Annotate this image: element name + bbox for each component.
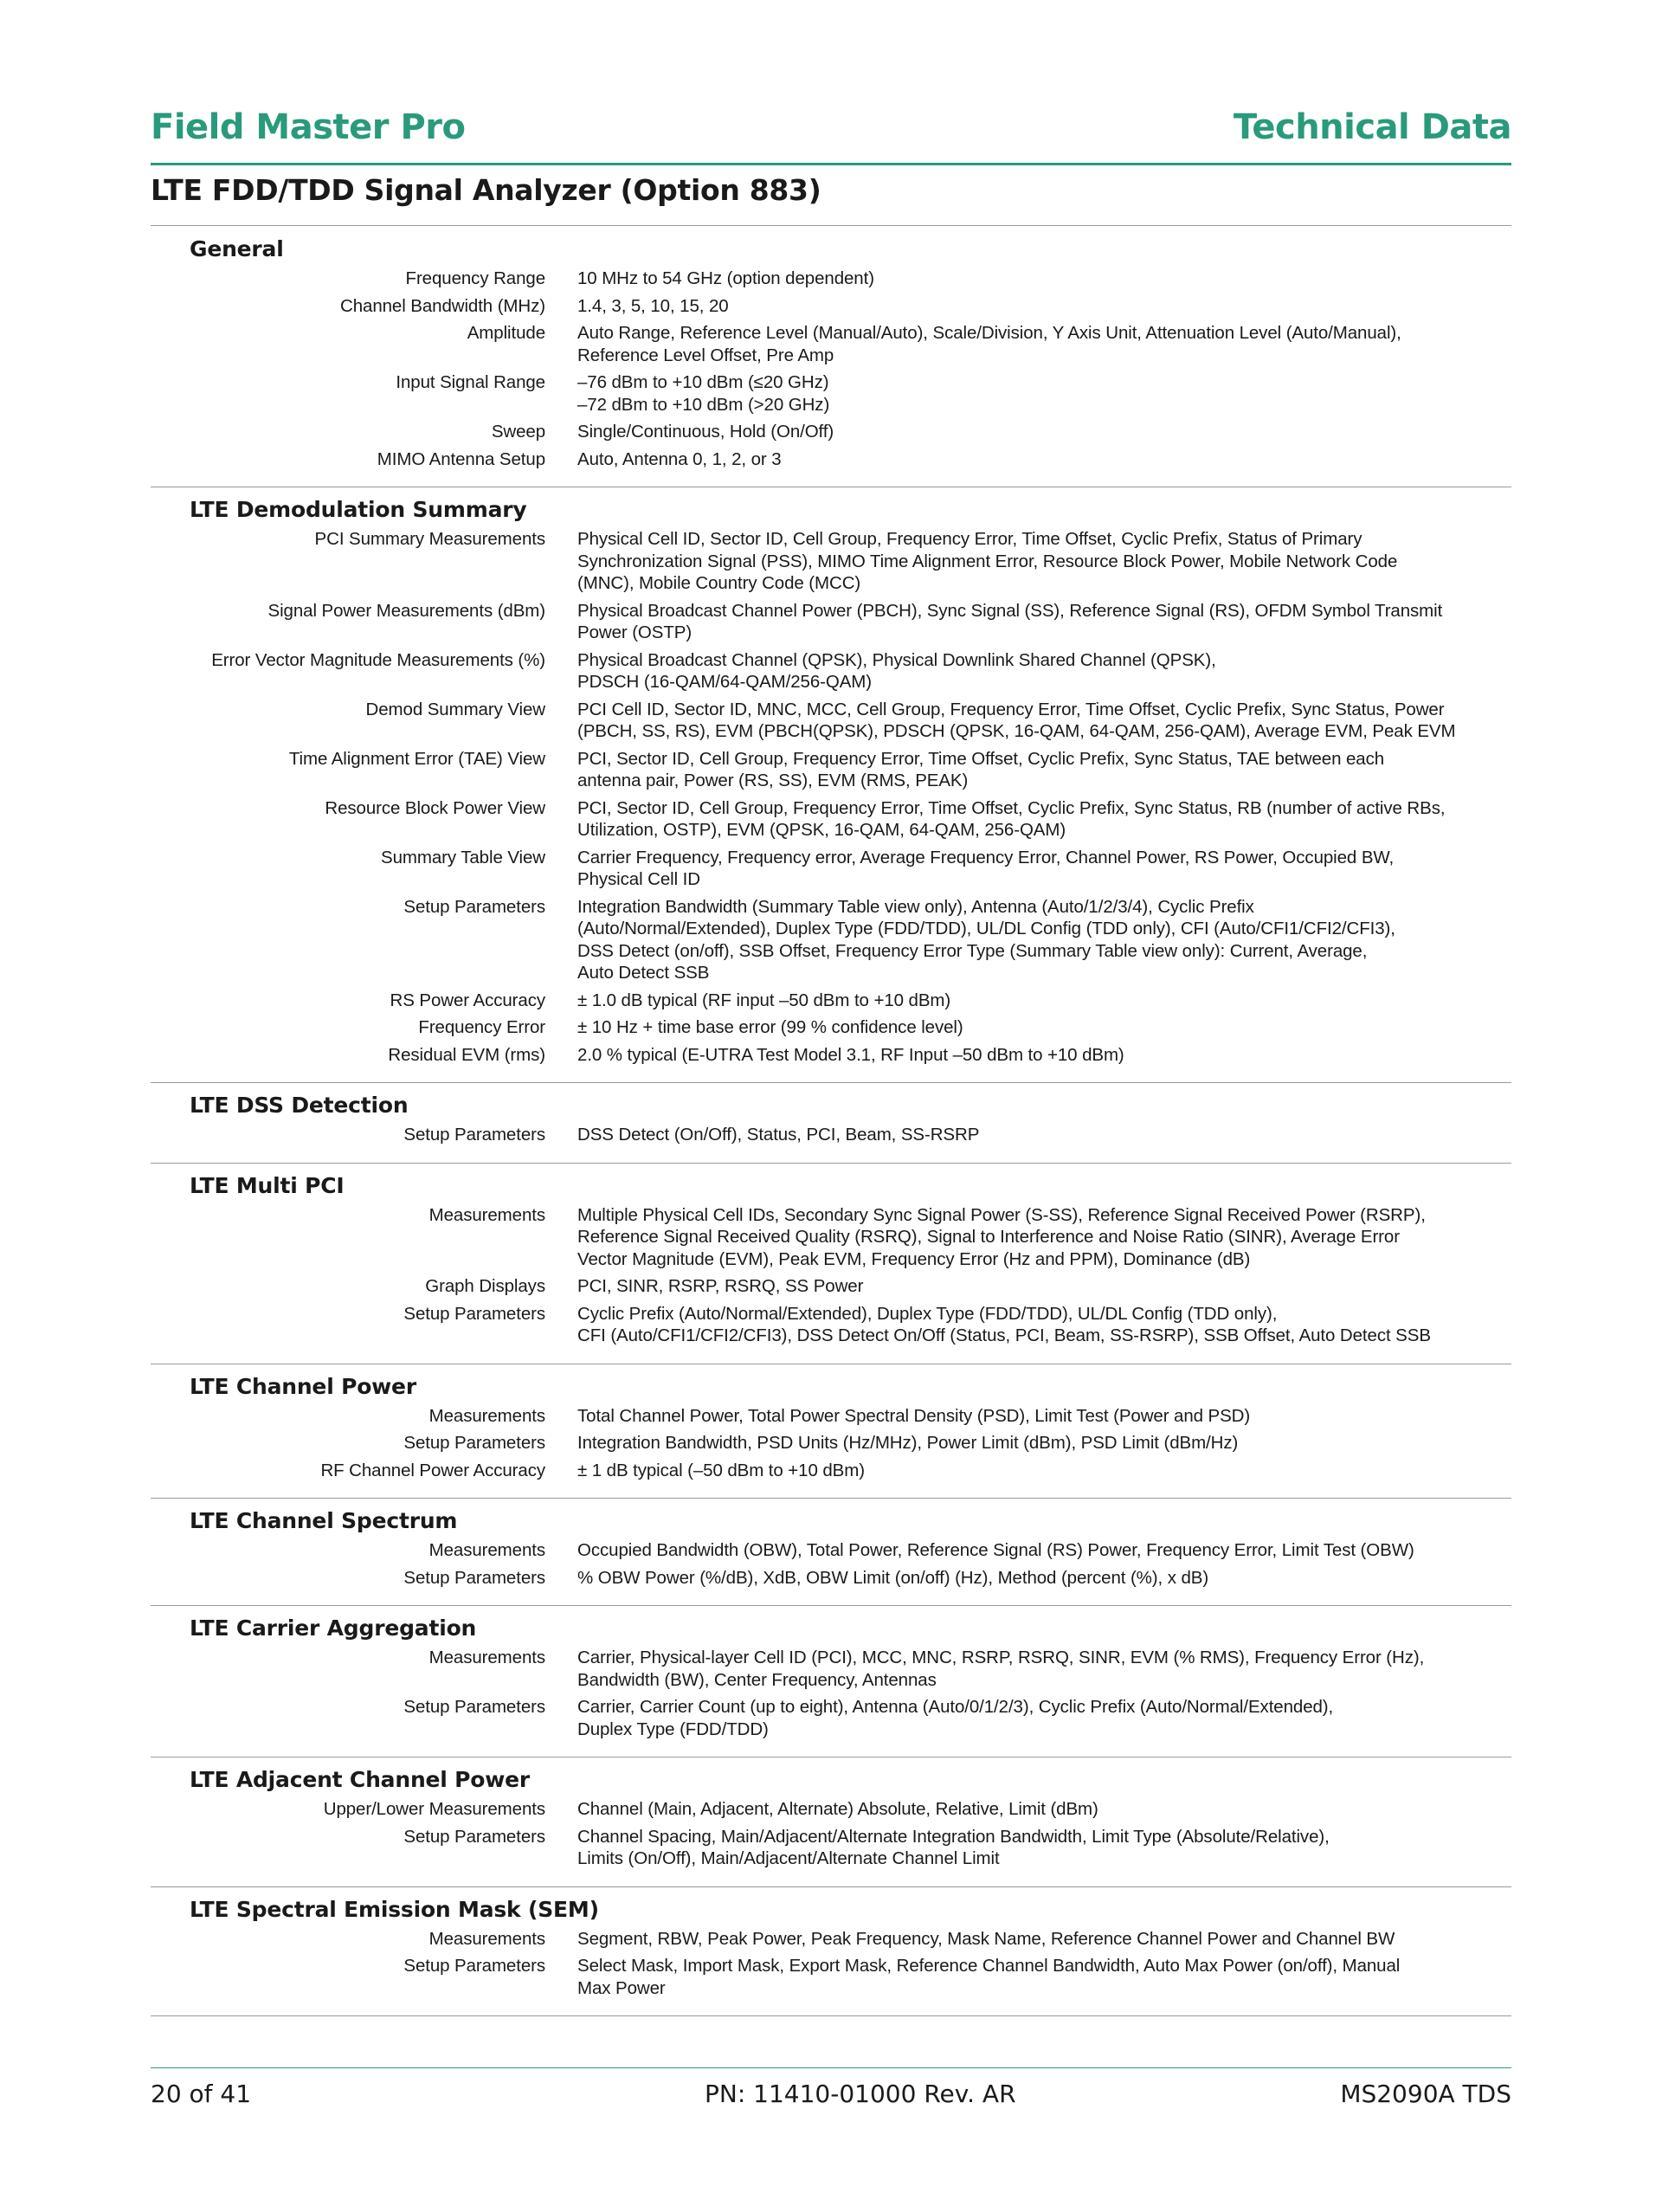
spec-label: Measurements xyxy=(428,1648,545,1667)
spec-row xyxy=(151,696,1511,745)
spec-section xyxy=(151,1757,1511,1887)
spec-label: Setup Parameters xyxy=(403,1697,545,1717)
spec-section xyxy=(151,1083,1511,1164)
spec-value xyxy=(577,1457,1511,1485)
spec-row xyxy=(151,526,1511,597)
spec-value-line: Segment, RBW, Peak Power, Peak Frequency, Mask Name, Reference Channel Power and Channel BW xyxy=(577,1928,1395,1949)
spec-value xyxy=(577,745,1511,795)
spec-row xyxy=(151,987,1511,1015)
page-header xyxy=(151,102,1511,165)
spec-value xyxy=(577,1564,1511,1592)
spec-value xyxy=(577,1925,1511,1953)
spec-section xyxy=(151,1606,1511,1757)
spec-value xyxy=(577,1300,1511,1350)
spec-value-line: Power (OSTP) xyxy=(577,622,692,642)
spec-row xyxy=(151,745,1511,795)
spec-row xyxy=(151,319,1511,369)
spec-value-line: Reference Level Offset, Pre Amp xyxy=(577,345,834,365)
spec-row xyxy=(151,1121,1511,1149)
spec-value-line: –76 dBm to +10 dBm (≤20 GHz) xyxy=(577,372,829,392)
spec-value-line: PCI, SINR, RSRP, RSRQ, SS Power xyxy=(577,1276,864,1296)
spec-label: Setup Parameters xyxy=(403,896,545,917)
spec-row xyxy=(151,1202,1511,1274)
spec-label: Signal Power Measurements (dBm) xyxy=(267,600,545,621)
spec-value-line: (PBCH, SS, RS), EVM (PBCH(QPSK), PDSCH (QPSK, 16-QAM, 64-QAM, 256-QAM), Average EVM, Peak EVM xyxy=(577,721,1456,741)
spec-row xyxy=(151,293,1511,320)
spec-value-line: Select Mask, Import Mask, Export Mask, Reference Channel Bandwidth, Auto Max Power (on/off), Manual xyxy=(577,1956,1401,1976)
page-number: 20 of 41 xyxy=(151,2080,252,2108)
spec-value-line: 1.4, 3, 5, 10, 15, 20 xyxy=(577,295,729,316)
spec-value xyxy=(577,418,1511,446)
spec-label: Error Vector Magnitude Measurements (%) xyxy=(211,649,545,670)
spec-value xyxy=(577,987,1511,1015)
spec-value-line: Integration Bandwidth, PSD Units (Hz/MHz), Power Limit (dBm), PSD Limit (dBm/Hz) xyxy=(577,1433,1239,1453)
spec-value-line: (Auto/Normal/Extended), Duplex Type (FDD/TDD), UL/DL Config (TDD only), CFI (Auto/CFI1/CFI2/CFI3), xyxy=(577,919,1395,938)
spec-label: Demod Summary View xyxy=(365,699,545,719)
spec-value xyxy=(577,1693,1511,1743)
spec-row xyxy=(151,1429,1511,1457)
spec-label: Measurements xyxy=(428,1540,545,1560)
spec-value-line: Total Channel Power, Total Power Spectral Density (PSD), Limit Test (Power and PSD) xyxy=(577,1405,1251,1426)
spec-value-line: Auto, Antenna 0, 1, 2, or 3 xyxy=(577,448,782,469)
spec-value xyxy=(577,1952,1511,2002)
spec-label: Measurements xyxy=(428,1204,545,1225)
spec-value xyxy=(577,293,1511,320)
spec-value xyxy=(577,1042,1511,1069)
spec-value-line: CFI (Auto/CFI1/CFI2/CFI3), DSS Detect On/Off (Status, PCI, Beam, SS-RSRP), SSB Offset, Auto Detect SSB xyxy=(577,1325,1431,1345)
spec-section xyxy=(151,487,1511,1083)
part-number: PN: 11410-01000 Rev. AR xyxy=(705,2080,1016,2108)
footer-divider xyxy=(151,2067,1511,2068)
section-name: Technical Data xyxy=(1233,107,1511,147)
spec-label: Setup Parameters xyxy=(403,1956,545,1976)
page-title: LTE FDD/TDD Signal Analyzer (Option 883) xyxy=(151,173,821,207)
spec-value-line: Physical Cell ID, Sector ID, Cell Group, Frequency Error, Time Offset, Cyclic Prefix, Status of Primary xyxy=(577,529,1362,549)
product-name: Field Master Pro xyxy=(151,107,466,147)
document-page xyxy=(151,0,1511,2212)
section-heading: LTE Carrier Aggregation xyxy=(190,1615,477,1641)
spec-row xyxy=(151,647,1511,696)
spec-value xyxy=(577,1121,1511,1149)
spec-sections xyxy=(151,227,1511,2016)
section-heading: LTE Demodulation Summary xyxy=(190,497,527,522)
spec-value-line: Integration Bandwidth (Summary Table view only), Antenna (Auto/1/2/3/4), Cyclic Prefix xyxy=(577,896,1254,917)
spec-value xyxy=(577,893,1511,987)
spec-value-line: Occupied Bandwidth (OBW), Total Power, Reference Signal (RS) Power, Frequency Error, Limit Test (OBW) xyxy=(577,1540,1414,1560)
spec-label: Frequency Error xyxy=(418,1017,545,1037)
spec-value-line: Vector Magnitude (EVM), Peak EVM, Frequency Error (Hz and PPM), Dominance (dB) xyxy=(577,1248,1251,1269)
spec-value-line: Multiple Physical Cell IDs, Secondary Sync Signal Power (S-SS), Reference Signal Received Power (RSRP), xyxy=(577,1204,1426,1225)
spec-row xyxy=(151,1537,1511,1564)
spec-value-line: Bandwidth (BW), Center Frequency, Antennas xyxy=(577,1669,937,1690)
spec-value xyxy=(577,647,1511,696)
spec-value-line: Utilization, OSTP), EVM (QPSK, 16-QAM, 64-QAM, 256-QAM) xyxy=(577,820,1066,840)
spec-label: Amplitude xyxy=(467,323,545,343)
spec-value-line: ± 10 Hz + time base error (99 % confidence level) xyxy=(577,1017,963,1037)
spec-value xyxy=(577,1796,1511,1823)
spec-label: Setup Parameters xyxy=(403,1433,545,1453)
spec-value-line: (MNC), Mobile Country Code (MCC) xyxy=(577,573,861,593)
spec-label: Setup Parameters xyxy=(403,1125,545,1145)
spec-value xyxy=(577,1403,1511,1430)
document-id: MS2090A TDS xyxy=(1340,2080,1511,2108)
spec-value-line: ± 1 dB typical (–50 dBm to +10 dBm) xyxy=(577,1460,865,1480)
spec-value-line: Max Power xyxy=(577,1977,666,1998)
spec-value xyxy=(577,1537,1511,1564)
spec-value-line: 10 MHz to 54 GHz (option dependent) xyxy=(577,268,874,288)
spec-label: Sweep xyxy=(491,422,545,442)
spec-label: Measurements xyxy=(428,1405,545,1426)
section-heading: LTE Channel Power xyxy=(190,1373,416,1399)
divider xyxy=(151,225,1511,226)
spec-value-line: Cyclic Prefix (Auto/Normal/Extended), Duplex Type (FDD/TDD), UL/DL Config (TDD only), xyxy=(577,1303,1278,1324)
spec-row xyxy=(151,418,1511,446)
spec-label: Setup Parameters xyxy=(403,1303,545,1324)
spec-value-line: Reference Signal Received Quality (RSRQ), Signal to Interference and Noise Ratio (SINR), Average Error xyxy=(577,1227,1400,1247)
spec-value xyxy=(577,844,1511,893)
section-heading: LTE Multi PCI xyxy=(190,1172,345,1198)
spec-value xyxy=(577,265,1511,293)
spec-label: Frequency Range xyxy=(405,268,545,288)
spec-value xyxy=(577,1429,1511,1457)
spec-label: Setup Parameters xyxy=(403,1567,545,1588)
spec-row xyxy=(151,1300,1511,1350)
spec-value xyxy=(577,319,1511,369)
spec-value xyxy=(577,1202,1511,1274)
spec-label: PCI Summary Measurements xyxy=(314,529,545,549)
spec-value-line: DSS Detect (On/Off), Status, PCI, Beam, SS-RSRP xyxy=(577,1125,980,1145)
section-heading: LTE DSS Detection xyxy=(190,1093,409,1118)
spec-label: Time Alignment Error (TAE) View xyxy=(288,748,545,769)
spec-value xyxy=(577,369,1511,418)
spec-value-line: Channel (Main, Adjacent, Alternate) Absolute, Relative, Limit (dBm) xyxy=(577,1799,1098,1819)
section-heading: LTE Channel Spectrum xyxy=(190,1508,458,1533)
spec-value-line: PCI Cell ID, Sector ID, MNC, MCC, Cell Group, Frequency Error, Time Offset, Cyclic Prefix, Sync Status, Power xyxy=(577,699,1445,719)
spec-value-line: Carrier Frequency, Frequency error, Average Frequency Error, Channel Power, RS Power, Occupied BW, xyxy=(577,847,1395,867)
spec-label: RF Channel Power Accuracy xyxy=(320,1460,545,1480)
spec-value-line: PCI, Sector ID, Cell Group, Frequency Error, Time Offset, Cyclic Prefix, Sync Status, TAE between each xyxy=(577,748,1385,769)
spec-value-line: % OBW Power (%/dB), XdB, OBW Limit (on/off) (Hz), Method (percent (%), x dB) xyxy=(577,1567,1209,1588)
spec-section xyxy=(151,227,1511,487)
spec-row xyxy=(151,597,1511,647)
spec-value xyxy=(577,696,1511,745)
spec-value-line: Auto Detect SSB xyxy=(577,963,710,983)
spec-value-line: Channel Spacing, Main/Adjacent/Alternate Integration Bandwidth, Limit Type (Absolute/Relative), xyxy=(577,1826,1330,1847)
spec-row xyxy=(151,1644,1511,1693)
spec-label: Input Signal Range xyxy=(396,372,545,392)
spec-row xyxy=(151,265,1511,293)
spec-value-line: Limits (On/Off), Main/Adjacent/Alternate Channel Limit xyxy=(577,1848,1000,1868)
spec-value xyxy=(577,1273,1511,1300)
spec-value xyxy=(577,446,1511,474)
spec-label: Measurements xyxy=(428,1928,545,1949)
spec-value-line: Duplex Type (FDD/TDD) xyxy=(577,1719,769,1739)
spec-value-line: ± 1.0 dB typical (RF input –50 dBm to +10 dBm) xyxy=(577,990,951,1010)
spec-label: RS Power Accuracy xyxy=(390,990,545,1010)
spec-label: Summary Table View xyxy=(381,847,545,867)
spec-value-line: –72 dBm to +10 dBm (>20 GHz) xyxy=(577,394,830,415)
spec-value-line: 2.0 % typical (E-UTRA Test Model 3.1, RF Input –50 dBm to +10 dBm) xyxy=(577,1044,1124,1065)
spec-value xyxy=(577,1644,1511,1693)
page-footer xyxy=(151,2080,1511,2111)
spec-value-line: PDSCH (16-QAM/64-QAM/256-QAM) xyxy=(577,672,872,692)
spec-value xyxy=(577,526,1511,597)
spec-label: Graph Displays xyxy=(425,1276,545,1296)
spec-value-line: Physical Broadcast Channel (QPSK), Physical Downlink Shared Channel (QPSK), xyxy=(577,649,1216,670)
spec-value xyxy=(577,1014,1511,1042)
spec-row xyxy=(151,893,1511,987)
spec-label: Residual EVM (rms) xyxy=(388,1044,545,1065)
spec-value xyxy=(577,1823,1511,1873)
spec-value-line: Auto Range, Reference Level (Manual/Auto), Scale/Division, Y Axis Unit, Attenuation Level (Auto/Manual), xyxy=(577,323,1401,343)
spec-section xyxy=(151,1887,1511,2017)
spec-value-line: PCI, Sector ID, Cell Group, Frequency Error, Time Offset, Cyclic Prefix, Sync Status, RB (number of active RBs, xyxy=(577,797,1446,818)
spec-value-line: Physical Cell ID xyxy=(577,869,700,889)
spec-value-line: Synchronization Signal (PSS), MIMO Time Alignment Error, Resource Block Power, Mobile Network Code xyxy=(577,551,1398,571)
spec-row xyxy=(151,1042,1511,1069)
spec-label: Channel Bandwidth (MHz) xyxy=(340,295,545,316)
spec-row xyxy=(151,369,1511,418)
spec-row xyxy=(151,1014,1511,1042)
spec-value-line: Physical Broadcast Channel Power (PBCH), Sync Signal (SS), Reference Signal (RS), OFDM Symbol Transmit xyxy=(577,600,1443,621)
spec-value xyxy=(577,597,1511,647)
spec-label: MIMO Antenna Setup xyxy=(377,448,545,469)
spec-row xyxy=(151,1925,1511,1953)
spec-row xyxy=(151,1564,1511,1592)
spec-section xyxy=(151,1164,1511,1364)
spec-section xyxy=(151,1364,1511,1499)
spec-row xyxy=(151,795,1511,844)
section-heading: LTE Adjacent Channel Power xyxy=(190,1767,531,1792)
spec-row xyxy=(151,1823,1511,1873)
spec-row xyxy=(151,1952,1511,2002)
spec-row xyxy=(151,1796,1511,1823)
spec-value-line: DSS Detect (on/off), SSB Offset, Frequency Error Type (Summary Table view only): Current, Average, xyxy=(577,940,1368,961)
section-heading: General xyxy=(190,236,284,261)
spec-value-line: Carrier, Carrier Count (up to eight), Antenna (Auto/0/1/2/3), Cyclic Prefix (Auto/Normal/Extended), xyxy=(577,1697,1334,1717)
spec-value-line: Carrier, Physical-layer Cell ID (PCI), MCC, MNC, RSRP, RSRQ, SINR, EVM (% RMS), Frequency Error (Hz), xyxy=(577,1648,1425,1667)
spec-label: Resource Block Power View xyxy=(325,797,545,818)
spec-section xyxy=(151,1499,1511,1606)
spec-value-line: antenna pair, Power (RS, SS), EVM (RMS, PEAK) xyxy=(577,771,969,790)
spec-label: Upper/Lower Measurements xyxy=(323,1799,545,1819)
spec-row xyxy=(151,1403,1511,1430)
spec-row xyxy=(151,844,1511,893)
section-heading: LTE Spectral Emission Mask (SEM) xyxy=(190,1896,599,1922)
spec-row xyxy=(151,446,1511,474)
spec-row xyxy=(151,1457,1511,1485)
spec-value-line: Single/Continuous, Hold (On/Off) xyxy=(577,422,834,442)
spec-label: Setup Parameters xyxy=(403,1826,545,1847)
spec-value xyxy=(577,795,1511,844)
spec-row xyxy=(151,1273,1511,1300)
spec-row xyxy=(151,1693,1511,1743)
